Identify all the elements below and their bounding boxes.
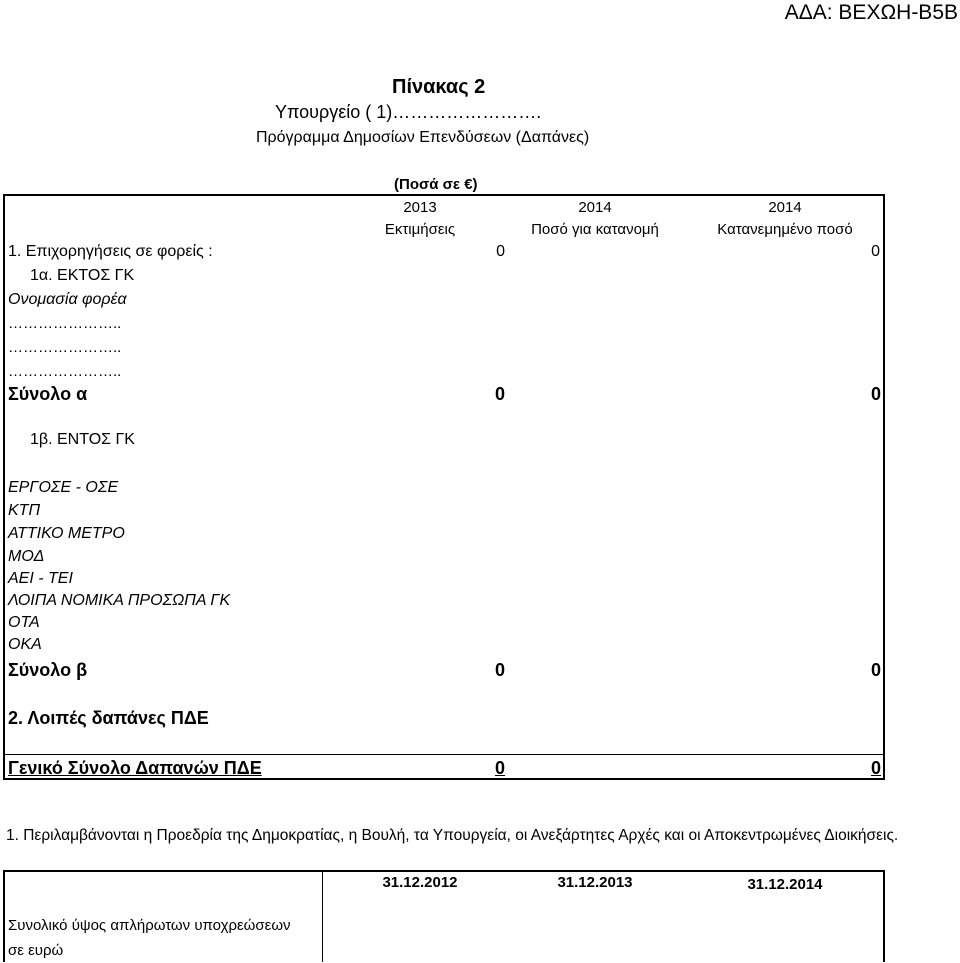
col3-year: 2014	[768, 199, 802, 216]
arrears-date: 31.12.2013	[557, 874, 633, 891]
col1-label: Εκτιμήσεις	[384, 221, 456, 238]
col3-label: Κατανεμημένο ποσό	[717, 221, 853, 238]
amounts-note: (Ποσά σε €)	[394, 176, 478, 193]
total-b-col1: 0	[494, 660, 505, 680]
col1-year: 2013	[403, 199, 437, 216]
arrears-date: 31.12.2012	[382, 874, 458, 891]
total-a-label: Σύνολο α	[8, 384, 88, 404]
placeholder-dots: …………………..	[8, 363, 122, 380]
document-id: ΑΔΑ: ΒΕΧΩΗ-Β5Β	[784, 1, 958, 24]
col2-year: 2014	[578, 199, 612, 216]
entity-row: ΕΡΓΟΣΕ - ΟΣΕ	[8, 479, 119, 496]
entity-row: ΑΤΤΙΚΟ ΜΕΤΡΟ	[8, 525, 125, 542]
program-title: Πρόγραμμα Δημοσίων Επενδύσεων (Δαπάνες)	[256, 129, 590, 146]
arrears-label: Συνολικό ύψος απλήρωτων υποχρεώσεων	[8, 917, 291, 934]
footnote: 1. Περιλαμβάνονται η Προεδρία της Δημοκρατίας, η Βουλή, τα Υπουργεία, οι Ανεξάρτητες Αρχές και οι Αποκεντρωμένες Διοικήσεις.	[6, 827, 899, 844]
section1a-title: 1α. ΕΚΤΟΣ ΓΚ	[30, 267, 135, 284]
section1-value-col3: 0	[871, 243, 880, 260]
table-title: Πίνακας 2	[392, 76, 486, 98]
entity-row: ΚΤΠ	[8, 502, 41, 519]
grand-total-col3: 0	[870, 758, 881, 778]
entity-row: ΑΕΙ - ΤΕΙ	[8, 570, 73, 587]
arrears-unit: σε ευρώ	[8, 942, 64, 959]
ministry-line: Υπουργείο ( 1)…………………….	[275, 102, 542, 122]
arrears-date: 31.12.2014	[747, 876, 823, 893]
placeholder-dots: …………………..	[8, 339, 122, 356]
grand-total-label: Γενικό Σύνολο Δαπανών ΠΔΕ	[8, 758, 262, 778]
placeholder-dots: …………………..	[8, 315, 122, 332]
total-a-col1: 0	[494, 384, 505, 404]
total-b-col3: 0	[870, 660, 881, 680]
section1-title: 1. Επιχορηγήσεις σε φορείς :	[8, 243, 213, 260]
section1-value-col1: 0	[496, 243, 505, 260]
section2-title: 2. Λοιπές δαπάνες ΠΔΕ	[8, 708, 209, 728]
section1b-title: 1β. ΕΝΤΟΣ ΓΚ	[30, 431, 135, 448]
total-b-label: Σύνολο β	[8, 660, 88, 680]
grand-total-col1: 0	[494, 758, 505, 778]
col2-label: Ποσό για κατανομή	[531, 221, 659, 238]
entity-name-label: Ονομασία φορέα	[8, 291, 127, 308]
entity-row: ΟΚΑ	[8, 636, 42, 653]
total-a-col3: 0	[870, 384, 881, 404]
entity-row: ΜΟΔ	[8, 548, 45, 565]
entity-row: ΟΤΑ	[8, 614, 40, 631]
entity-row: ΛΟΙΠΑ ΝΟΜΙΚΑ ΠΡΟΣΩΠΑ ΓΚ	[8, 592, 231, 609]
